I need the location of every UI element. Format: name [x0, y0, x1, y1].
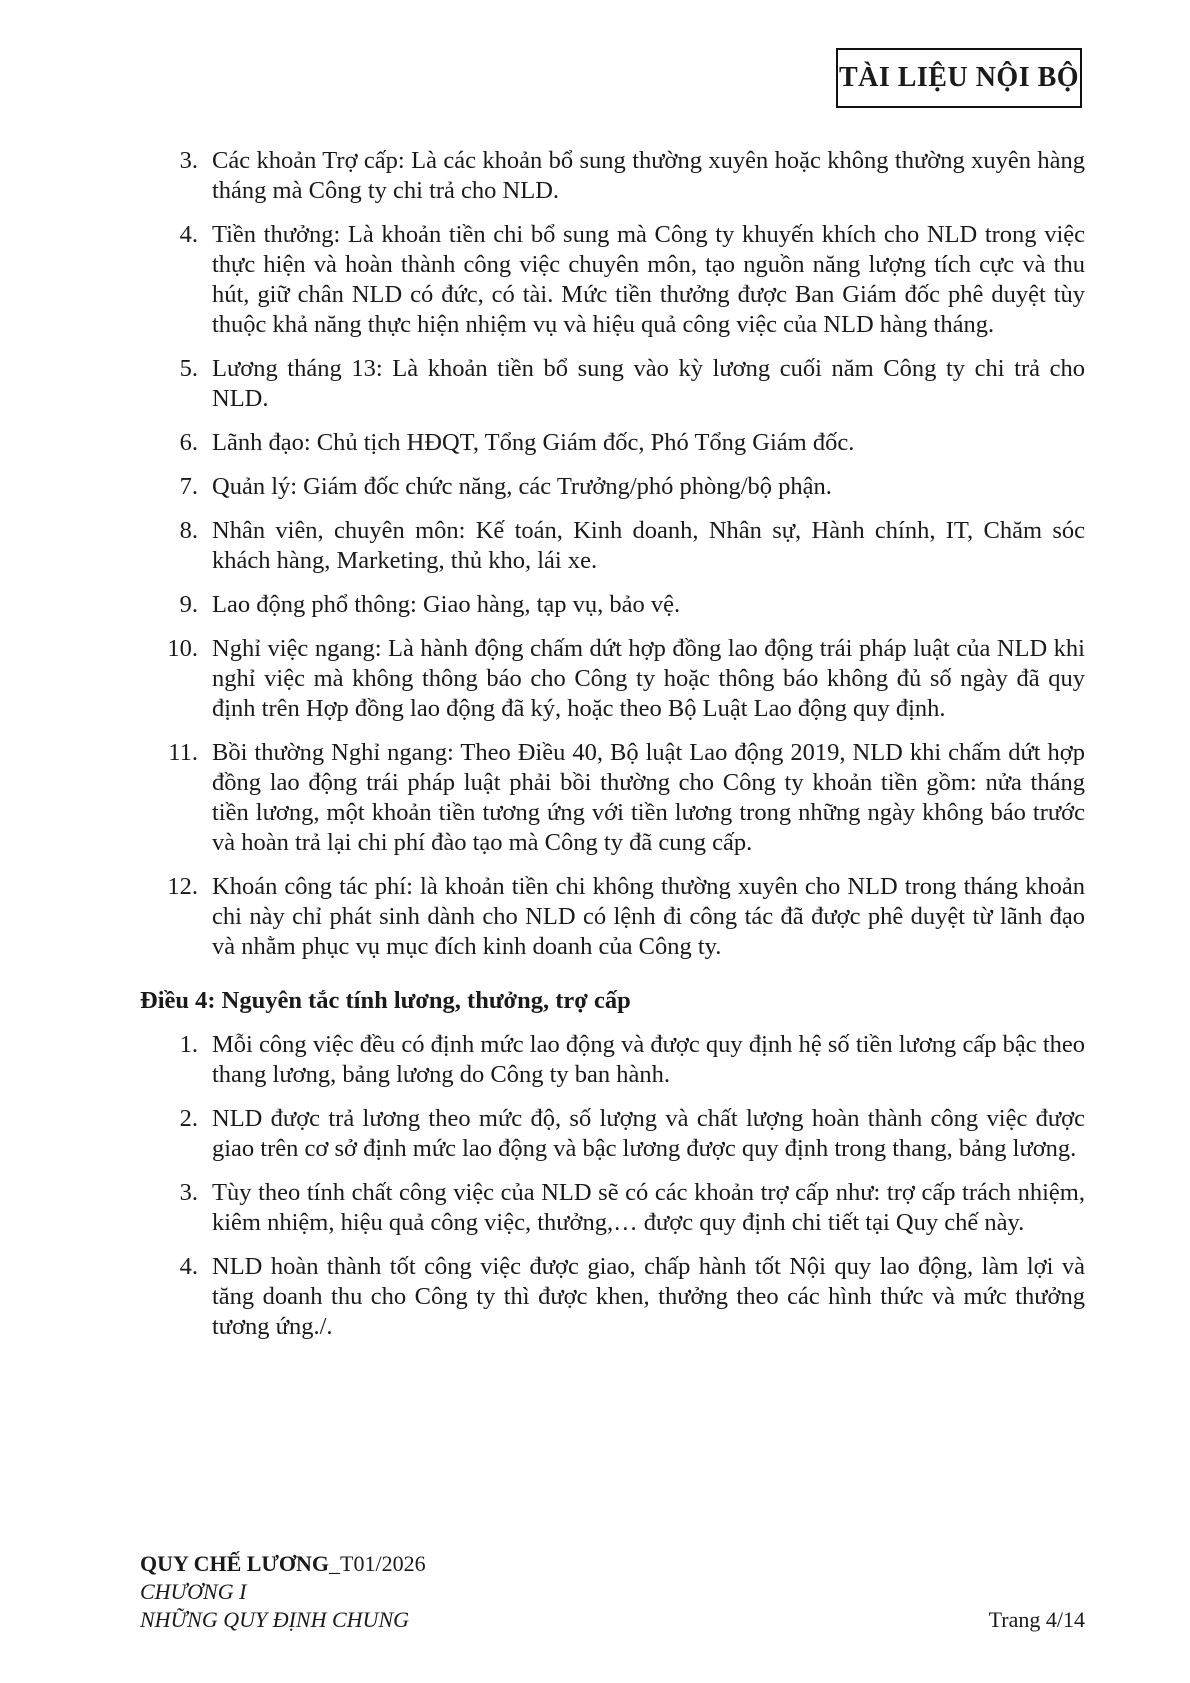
- list-item-text: Bồi thường Nghỉ ngang: Theo Điều 40, Bộ luật Lao động 2019, NLD khi chấm dứt hợp đồng lao động trái pháp luật phải bồi thường cho Công ty khoản tiền gồm: nửa tháng tiền lương, một khoản tiền tương ứng với tiền lương trong những ngày không báo trước và hoàn trả lại chi phí đào tạo mà Công ty đã cung cấp.: [212, 739, 1085, 856]
- list-item-number: 8.: [179, 517, 198, 544]
- footer-chapter-name: NHỮNG QUY ĐỊNH CHUNG: [140, 1607, 410, 1632]
- list-item-number: 5.: [179, 355, 198, 382]
- list-item-number: 1.: [179, 1031, 198, 1058]
- list-item: [140, 472, 1085, 502]
- list-item-number: 10.: [167, 635, 198, 662]
- list-item-text: Nghỉ việc ngang: Là hành động chấm dứt hợp đồng lao động trái pháp luật của NLD khi nghỉ việc mà không thông báo cho Công ty hoặc thông báo không đủ số ngày đã quy định trên Hợp đồng lao động đã ký, hoặc theo Bộ Luật Lao động quy định.: [212, 635, 1085, 722]
- definitions-list: [140, 146, 1085, 962]
- list-item-text: Lao động phổ thông: Giao hàng, tạp vụ, bảo vệ.: [212, 591, 681, 618]
- list-item-number: 9.: [179, 591, 198, 618]
- internal-document-stamp: TÀI LIỆU NỘI BỘ: [836, 48, 1082, 108]
- list-item-text: Các khoản Trợ cấp: Là các khoản bổ sung thường xuyên hoặc không thường xuyên hàng tháng mà Công ty chi trả cho NLD.: [212, 147, 1085, 204]
- list-item: [140, 1104, 1085, 1164]
- footer-title: QUY CHẾ LƯƠNG: [140, 1551, 330, 1576]
- list-item: [140, 634, 1085, 724]
- list-item-text: Lãnh đạo: Chủ tịch HĐQT, Tổng Giám đốc, Phó Tổng Giám đốc.: [212, 429, 855, 456]
- list-item-text: Nhân viên, chuyên môn: Kế toán, Kinh doanh, Nhân sự, Hành chính, IT, Chăm sóc khách hàng, Marketing, thủ kho, lái xe.: [212, 517, 1085, 574]
- footer-doc-code: _T01/2026: [329, 1551, 426, 1576]
- list-item-text: Lương tháng 13: Là khoản tiền bổ sung vào kỳ lương cuối năm Công ty chi trả cho NLD.: [212, 355, 1085, 412]
- list-item-text: Tùy theo tính chất công việc của NLD sẽ có các khoản trợ cấp như: trợ cấp trách nhiệm, kiêm nhiệm, hiệu quả công việc, thưởng,… được quy định chi tiết tại Quy chế này.: [212, 1179, 1085, 1236]
- list-item-text: NLD hoàn thành tốt công việc được giao, chấp hành tốt Nội quy lao động, làm lợi và tăng doanh thu cho Công ty thì được khen, thưởng theo các hình thức và mức thưởng tương ứng./.: [212, 1253, 1085, 1340]
- list-item: [140, 220, 1085, 340]
- list-item: [140, 738, 1085, 858]
- footer-chapter: CHƯƠNG I: [140, 1579, 247, 1604]
- page-footer: [140, 1550, 1085, 1634]
- list-item-number: 3.: [179, 147, 198, 174]
- list-item-number: 11.: [168, 739, 198, 766]
- page-number: Trang 4/14: [988, 1607, 1085, 1632]
- list-item: [140, 354, 1085, 414]
- list-item-text: Quản lý: Giám đốc chức năng, các Trưởng/phó phòng/bộ phận.: [212, 473, 832, 500]
- article-4-heading: Điều 4: Nguyên tắc tính lương, thưởng, trợ cấp: [140, 987, 631, 1014]
- list-item-number: 4.: [179, 1253, 198, 1280]
- list-item-number: 3.: [179, 1179, 198, 1206]
- list-item-number: 7.: [179, 473, 198, 500]
- principles-list: [140, 1030, 1085, 1342]
- list-item: [140, 428, 1085, 458]
- list-item-text: NLD được trả lương theo mức độ, số lượng và chất lượng hoàn thành công việc được giao trên cơ sở định mức lao động và bậc lương được quy định trong thang, bảng lương.: [212, 1105, 1085, 1162]
- list-item-text: Mỗi công việc đều có định mức lao động và được quy định hệ số tiền lương cấp bậc theo thang lương, bảng lương do Công ty ban hành.: [212, 1031, 1085, 1088]
- list-item: [140, 146, 1085, 206]
- list-item-text: Tiền thưởng: Là khoản tiền chi bổ sung mà Công ty khuyến khích cho NLD trong việc thực hiện và hoàn thành công việc chuyên môn, tạo nguồn năng lượng tích cực và thu hút, giữ chân NLD có đức, có tài. Mức tiền thưởng được Ban Giám đốc phê duyệt tùy thuộc khả năng thực hiện nhiệm vụ và hiệu quả công việc của NLD hàng tháng.: [212, 221, 1085, 338]
- list-item: [140, 1030, 1085, 1090]
- list-item: [140, 590, 1085, 620]
- list-item: [140, 516, 1085, 576]
- list-item: [140, 1178, 1085, 1238]
- footer-document-title: [140, 1550, 1085, 1578]
- list-item-number: 12.: [167, 873, 198, 900]
- list-item: [140, 872, 1085, 962]
- document-body: [140, 146, 1085, 1356]
- list-item-number: 6.: [179, 429, 198, 456]
- list-item-number: 4.: [179, 221, 198, 248]
- list-item: [140, 1252, 1085, 1342]
- list-item-text: Khoán công tác phí: là khoản tiền chi không thường xuyên cho NLD trong tháng khoản chi này chỉ phát sinh dành cho NLD có lệnh đi công tác đã được phê duyệt từ lãnh đạo và nhằm phục vụ mục đích kinh doanh của Công ty.: [212, 873, 1085, 960]
- list-item-number: 2.: [179, 1105, 198, 1132]
